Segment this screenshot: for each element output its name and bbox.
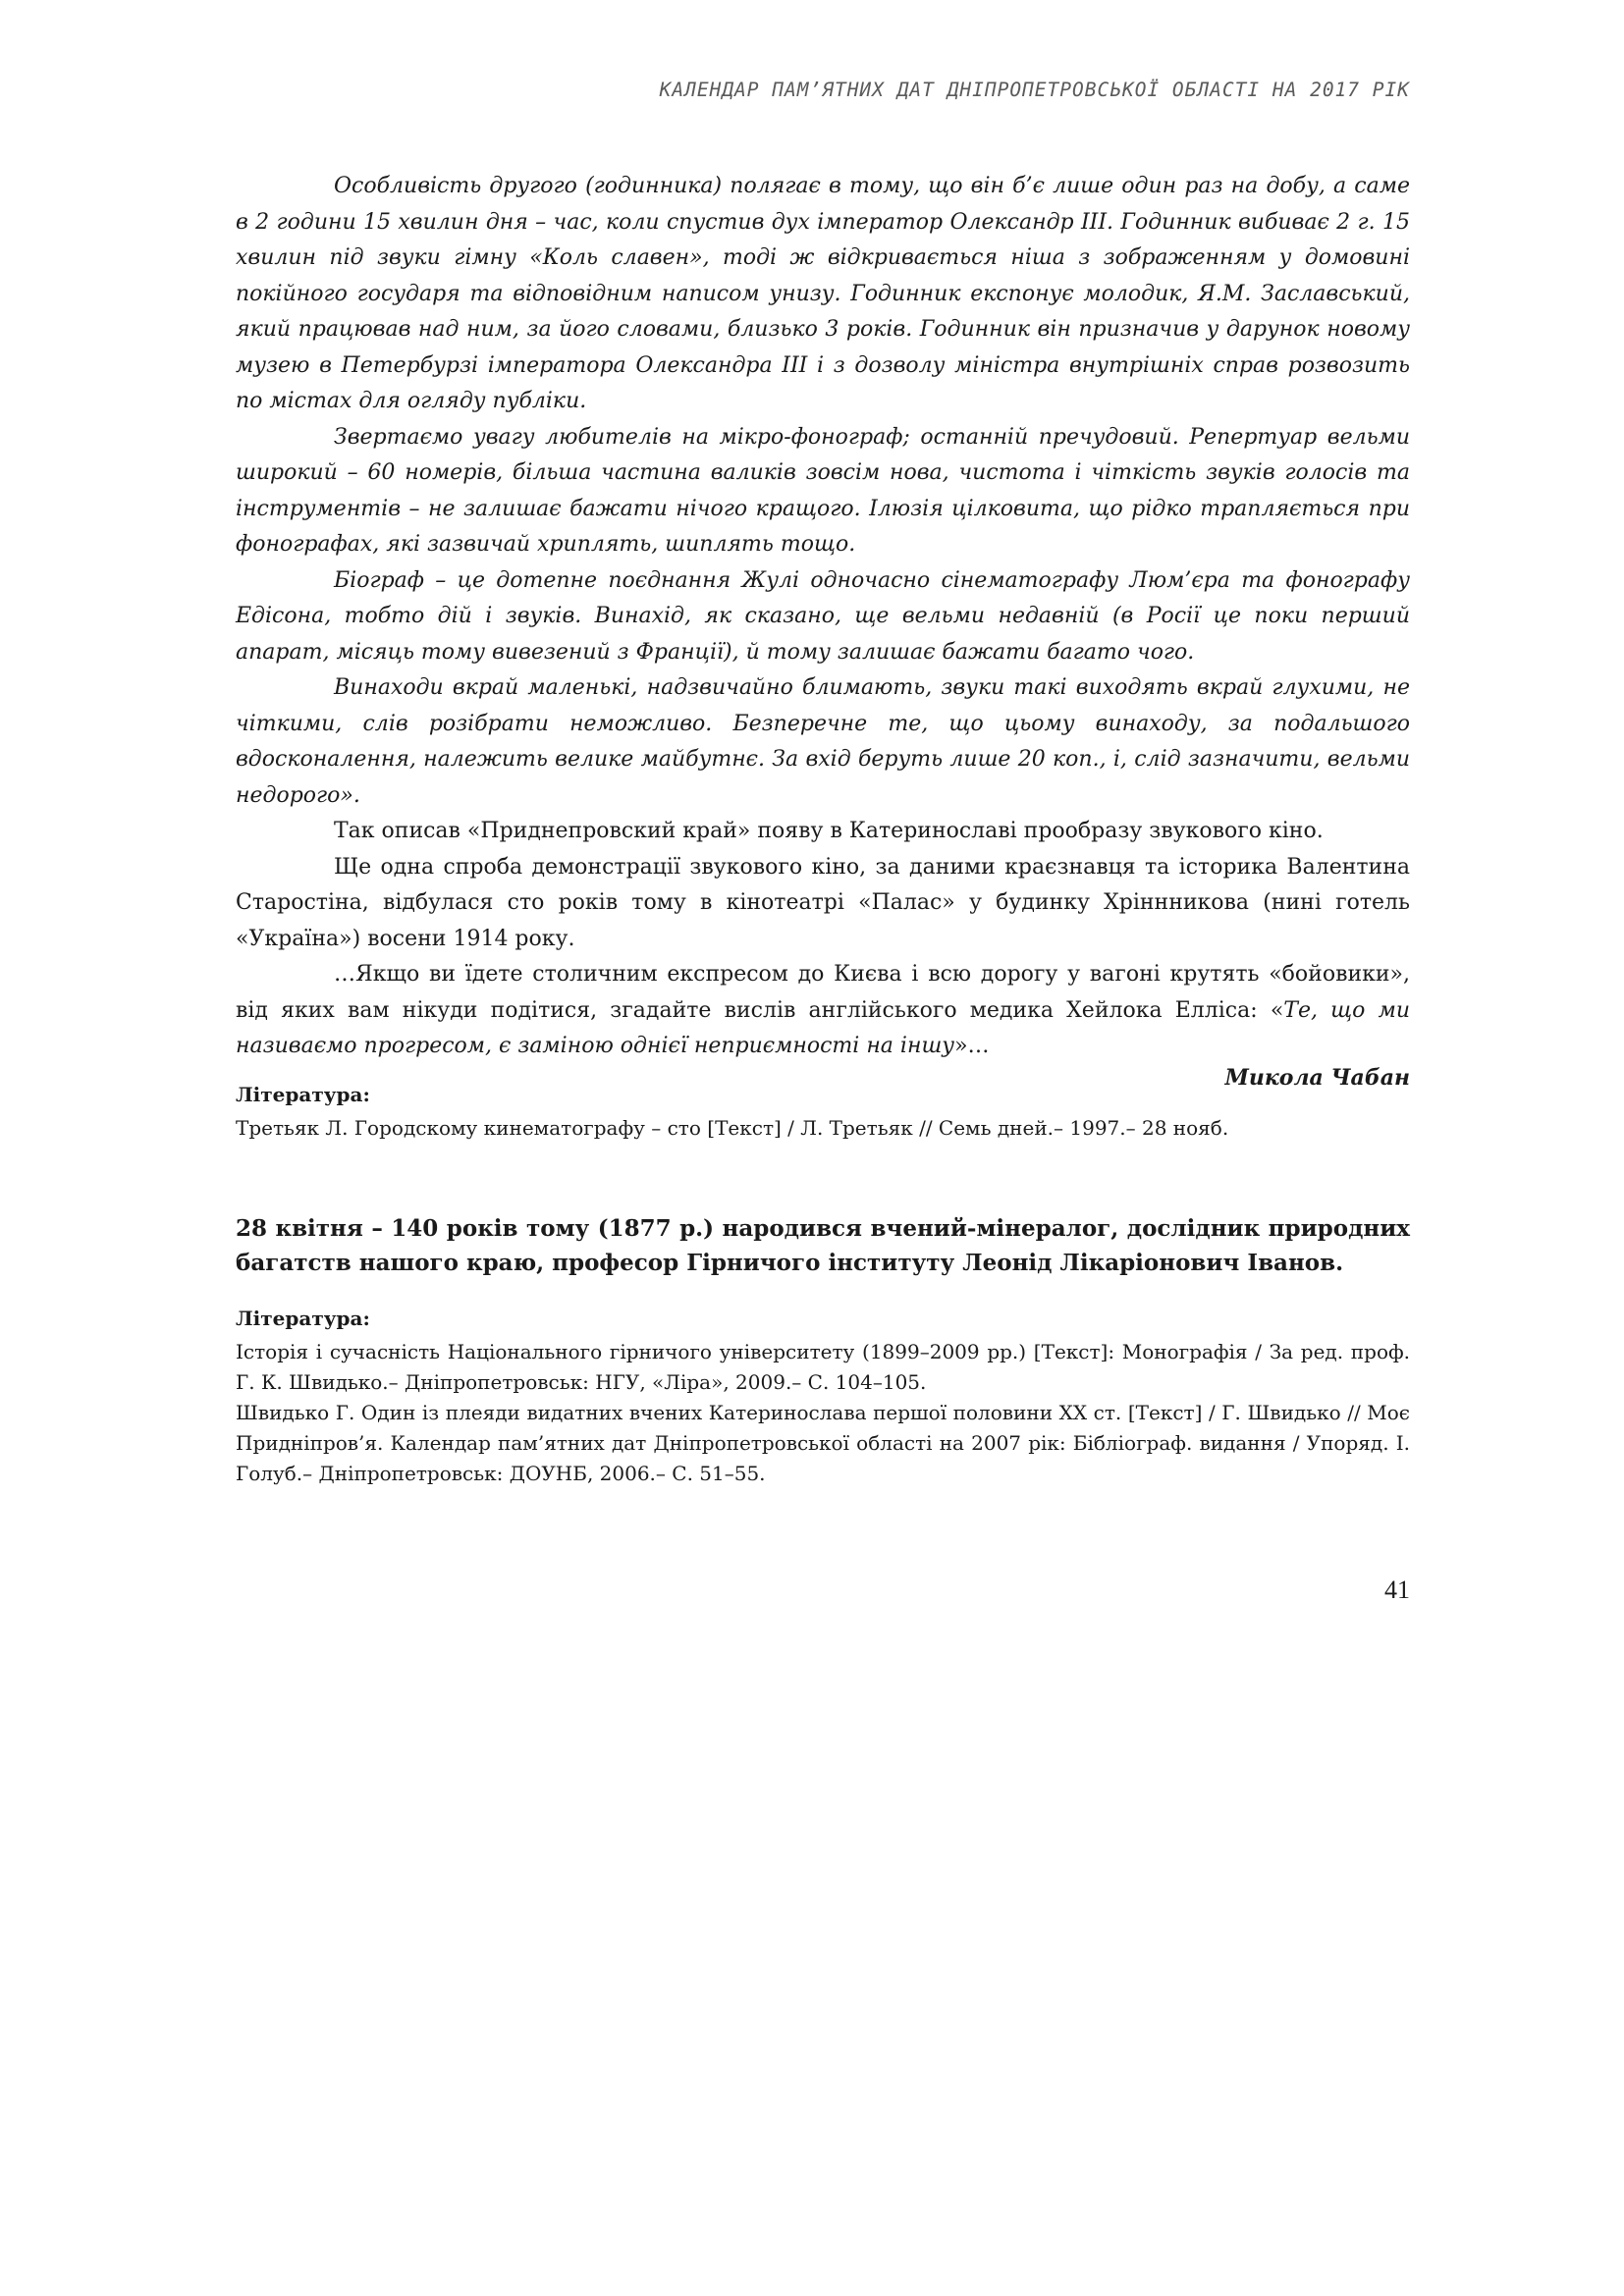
- article-paragraph: [236, 957, 1410, 1065]
- article-paragraph: Звертаємо увагу любителів на мікро-фонограф; останній пречудовий. Репертуар вельми широкий – 60 номерів, більша частина валиків зовсім нова, чистота і чіткість звуків голосів та інструментів – не залишає бажати нічого кращого. Ілюзія цілковита, що рідко трапляється при фонографах, які зазвичай хриплять, шиплять тощо.: [236, 424, 1410, 557]
- literature-heading: Література:: [236, 1307, 370, 1330]
- page-number: 41: [1384, 1575, 1410, 1604]
- article-literature: [236, 1080, 1410, 1144]
- event-entry: [236, 1211, 1410, 1280]
- author-signature: Микола Чабан: [1224, 1064, 1410, 1091]
- event-title: 28 квітня – 140 років тому (1877 р.) народився вчений-мінералог, дослідник природних багатств нашого краю, професор Гірничого інституту Леонід Лікаріонович Іванов.: [236, 1215, 1410, 1276]
- literature-item: Історія і сучасність Національного гірничого університету (1899–2009 рр.) [Текст]: Монографія / За ред. проф. Г. К. Швидько.– Дніпропетровськ: НГУ, «Ліра», 2009.– С. 104–105.: [236, 1340, 1410, 1394]
- article-body: [236, 169, 1410, 1091]
- article-paragraph: Так описав «Приднепровский край» появу в Катеринославі прообразу звукового кіно.: [334, 819, 1324, 843]
- quote-text: Те, що ми називаємо прогресом, є заміною однієї неприємності на іншу: [236, 997, 1410, 1058]
- event-literature: [236, 1304, 1410, 1489]
- running-header: КАЛЕНДАР ПАМ’ЯТНИХ ДАТ ДНІПРОПЕТРОВСЬКОЇ ОБЛАСТІ НА 2017 РІК: [659, 79, 1410, 101]
- article-paragraph: Винаходи вкрай маленькі, надзвичайно блимають, звуки такі виходять вкрай глухими, не чіткими, слів розібрати неможливо. Безперечне те, що цьому винаходу, за подальшого вдосконалення, належить велике майбутнє. За вхід беруть лише 20 коп., і, слід зазначити, вельми недорого».: [236, 675, 1410, 808]
- paragraph-text: »…: [954, 1034, 990, 1058]
- paragraph-text: …Якщо ви їдете столичним експресом до Києва і всю дорогу у вагоні крутять «бойовики», від яких вам нікуди подітися, згадайте вислів англійського медика Хейлока Елліса: «: [236, 962, 1410, 1023]
- literature-item: Швидько Г. Один із плеяди видатних вчених Катеринослава першої половини ХХ ст. [Текст] / Г. Швидько // Моє Придніпров’я. Календар пам’ятних дат Дніпропетровської області на 2007 рік: Бібліограф. видання / Упоряд. І. Голуб.– Дніпропетровськ: ДОУНБ, 2006.– С. 51–55.: [236, 1401, 1410, 1485]
- article-paragraph: Біограф – це дотепне поєднання Жулі одночасно сінематографу Люм’єра та фонографу Едісона, тобто дій і звуків. Винахід, як сказано, ще вельми недавній (в Росії це поки перший апарат, місяць тому вивезений з Франції), й тому залишає бажати багато чого.: [236, 567, 1410, 665]
- article-paragraph: Ще одна спроба демонстрації звукового кіно, за даними краєзнавця та історика Валентина Старостіна, відбулася сто років тому в кінотеатрі «Палас» у будинку Хріннникова (нині готель «Україна») восени 1914 року.: [236, 854, 1410, 951]
- literature-heading: Література:: [236, 1083, 370, 1106]
- literature-item: Третьяк Л. Городскому кинематографу – сто [Текст] / Л. Третьяк // Семь дней.– 1997.– 28 нояб.: [236, 1116, 1229, 1140]
- article-paragraph: Особливість другого (годинника) полягає в тому, що він б’є лише один раз на добу, а саме в 2 години 15 хвилин дня – час, коли спустив дух імператор Олександр ІІІ. Годинник вибиває 2 г. 15 хвилин під звуки гімну «Коль славен», тоді ж відкривається ніша з зображенням у домовині покійного государя та відповідним написом унизу. Годинник експонує молодик, Я.М. Заславський, який працював над ним, за його словами, близько 3 років. Годинник він призначив у дарунок новому музею в Петербурзі імператора Олександра ІІІ і з дозволу міністра внутрішніх справ розвозить по містах для огляду публіки.: [236, 174, 1410, 413]
